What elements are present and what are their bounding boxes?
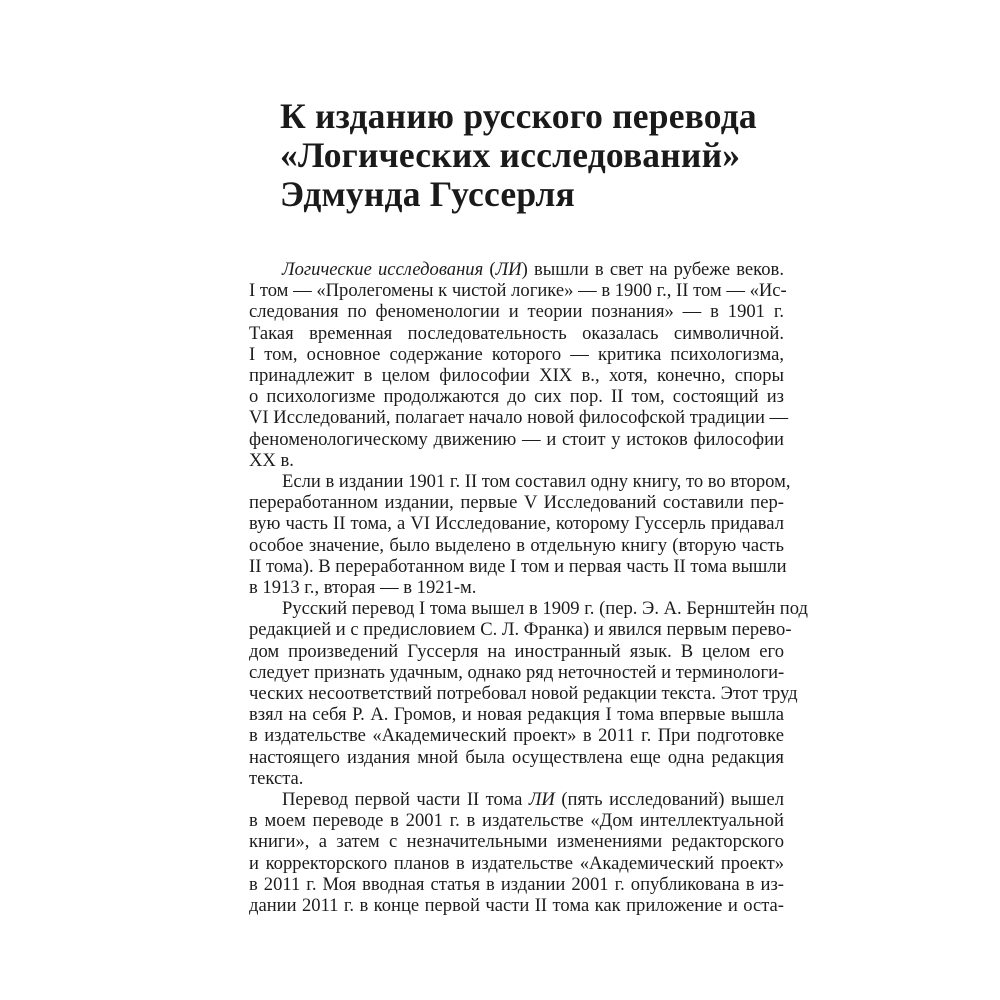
text-line: настоящего издания мной была осуществлена еще одна редакция: [249, 746, 784, 768]
italic-abbrev-text: ЛИ: [528, 789, 555, 811]
chapter-title-line: Эдмунда Гуссерля: [280, 174, 575, 214]
text-line: I том, основное содержание которого — критика психологизма,: [249, 343, 784, 365]
text-line: VI Исследований, полагает начало новой философской традиции —: [249, 407, 789, 429]
text-line: Русский перевод I тома вышел в 1909 г. (пер. Э. А. Бернштейн под: [282, 598, 808, 620]
text-line: I том — «Пролегомены к чистой логике» — в 1900 г., II том — «Ис-: [249, 280, 787, 302]
paragraph-2: [249, 471, 791, 599]
text-line: в моем переводе в 2001 г. в издательстве «Дом интеллектуальной: [249, 810, 784, 832]
text-line: текста.: [249, 767, 304, 789]
text-line: взял на себя Р. А. Громов, и новая редакция I тома впервые вышла: [249, 704, 784, 726]
text-line: в 1913 г., вторая — в 1921-м.: [249, 577, 477, 599]
text-line: XX в.: [249, 449, 294, 471]
text-line: переработанном издании, первые V Исследований составили пер-: [249, 492, 784, 514]
text-line: и корректорского планов в издательстве «Академический проект»: [249, 852, 784, 874]
italic-abbrev-text: ЛИ: [495, 259, 522, 280]
body-text: [249, 259, 808, 917]
text-line: II тома). В переработанном виде I том и первая часть II тома вышли: [249, 555, 787, 577]
text-line: принадлежит в целом философии XIX в., хотя, конечно, споры: [249, 365, 784, 387]
text-fragment: Перевод первой части II тома: [282, 789, 529, 811]
text-fragment: ) вышли в свет на рубеже веков.: [521, 259, 784, 280]
italic-title-text: Логические исследования: [282, 259, 484, 280]
text-line: Если в издании 1901 г. II том составил одну книгу, то во втором,: [282, 471, 791, 493]
text-line: феноменологическому движению — и стоит у истоков философии: [249, 428, 784, 450]
text-line: о психологизме продолжаются до сих пор. II том, состоящий из: [249, 386, 784, 408]
chapter-title-line: «Логических исследований»: [280, 135, 741, 175]
text-line: вую часть II тома, а VI Исследование, которому Гуссерль придавал: [249, 513, 784, 535]
text-line: дом произведений Гуссерля на иностранный язык. В целом его: [249, 640, 784, 662]
text-line: дании 2011 г. в конце первой части II тома как приложение и оста-: [249, 895, 784, 917]
paragraph-4: [249, 789, 784, 916]
text-line: особое значение, было выделено в отдельную книгу (вторую часть: [249, 534, 784, 556]
text-line: ческих несоответствий потребовал новой редакции текста. Этот труд: [249, 683, 798, 705]
paragraph-1: [249, 259, 789, 471]
text-fragment: (: [483, 259, 496, 280]
text-line: в издательстве «Академический проект» в 2011 г. При подготовке: [249, 725, 784, 747]
text-line: Такая временная последовательность оказалась символичной.: [249, 322, 784, 344]
text-line: [249, 789, 784, 810]
text-line: книги», а затем с незначительными изменениями редакторского: [249, 831, 784, 853]
paragraph-3: [249, 598, 808, 789]
text-fragment: (пять исследований) вышел: [554, 789, 785, 811]
text-line: следования по феноменологии и теории познания» — в 1901 г.: [249, 301, 784, 323]
text-line: в 2011 г. Моя вводная статья в издании 2001 г. опубликована в из-: [249, 873, 784, 895]
chapter-title-line: К изданию русского перевода: [280, 96, 757, 136]
text-line: редакцией и с предисловием С. Л. Франка) и явился первым перево-: [249, 619, 792, 641]
text-line: следует признать удачным, однако ряд неточностей и терминологи-: [249, 661, 785, 683]
text-line: [249, 259, 784, 280]
chapter-title: [280, 97, 800, 214]
